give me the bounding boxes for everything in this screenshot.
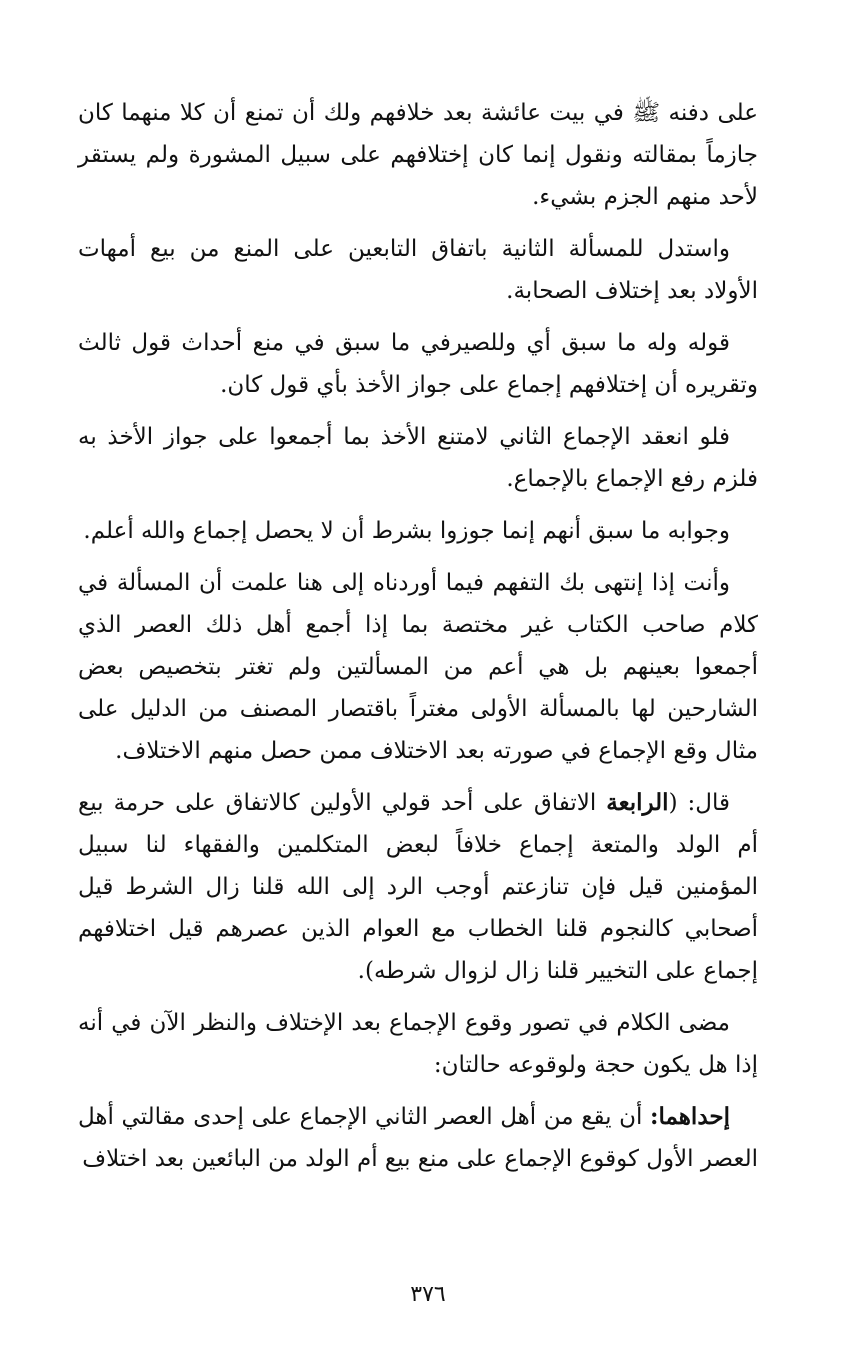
paragraph-text: الاتفاق على أحد قولي الأولين كالاتفاق على حرمة بيع أم الولد والمتعة إجماع خلافاً لبعض المتكلمين والفقهاء لنا سبيل المؤمنين قيل فإن تنازعتم أوجب الرد إلى الله قلنا زال الشرط قيل أصحابي كالنجوم قلنا الخطاب مع العوام الذين عصرهم قيل اختلافهم إجماع على التخيير قلنا زال لزوال شرطه). <box>78 790 758 984</box>
paragraph: وجوابه ما سبق أنهم إنما جوزوا بشرط أن لا يحصل إجماع والله أعلم. <box>83 518 730 544</box>
paragraph: مضى الكلام في تصور وقوع الإجماع بعد الإختلاف والنظر الآن في أنه إذا هل يكون حجة ولوقوعه حالتان: <box>78 1010 758 1078</box>
paragraph <box>78 1096 758 1180</box>
paragraph-text: أن يقع من أهل العصر الثاني الإجماع على إحدى مقالتي أهل العصر الأول كوقوع الإجماع على منع بيع أم الولد من البائعين بعد اختلاف <box>78 1104 758 1172</box>
quoted-paragraph <box>78 782 758 992</box>
paragraph: وأنت إذا إنتهى بك التفهم فيما أوردناه إلى هنا علمت أن المسألة في كلام صاحب الكتاب غير مختصة بما إذا أجمع أهل ذلك العصر الذي أجمعوا بعينهم بل هي أعم من المسألتين ولم تغتر بتخصيص بعض الشارحين لها بالمسألة الأولى مغتراً باقتصار المصنف من الدليل على مثال وقع الإجماع في صورته بعد الاختلاف ممن حصل منهم الاختلاف. <box>78 570 758 764</box>
paragraph: واستدل للمسألة الثانية باتفاق التابعين على المنع من بيع أمهات الأولاد بعد إختلاف الصحابة. <box>78 236 758 304</box>
paragraph: قوله وله ما سبق أي وللصيرفي ما سبق في منع أحداث قول ثالث وتقريره أن إختلافهم إجماع على جواز الأخذ بأي قول كان. <box>78 330 758 398</box>
paragraph-lead: قال: ( <box>668 790 731 816</box>
page-body <box>78 92 758 1190</box>
paragraph: على دفنه ﷺ في بيت عائشة بعد خلافهم ولك أن تمنع أن كلا منهما كان جازماً بمقالته ونقول إنما كان إختلافهم على سبيل المشورة ولم يستقر لأحد منهم الجزم بشيء. <box>78 100 758 210</box>
page-number: ٣٧٦ <box>410 1282 446 1307</box>
paragraph: فلو انعقد الإجماع الثاني لامتنع الأخذ بما أجمعوا على جواز الأخذ به فلزم رفع الإجماع بالإجماع. <box>78 424 758 492</box>
bold-term: الرابعة <box>606 789 669 816</box>
bold-term: إحداهما: <box>650 1103 730 1130</box>
